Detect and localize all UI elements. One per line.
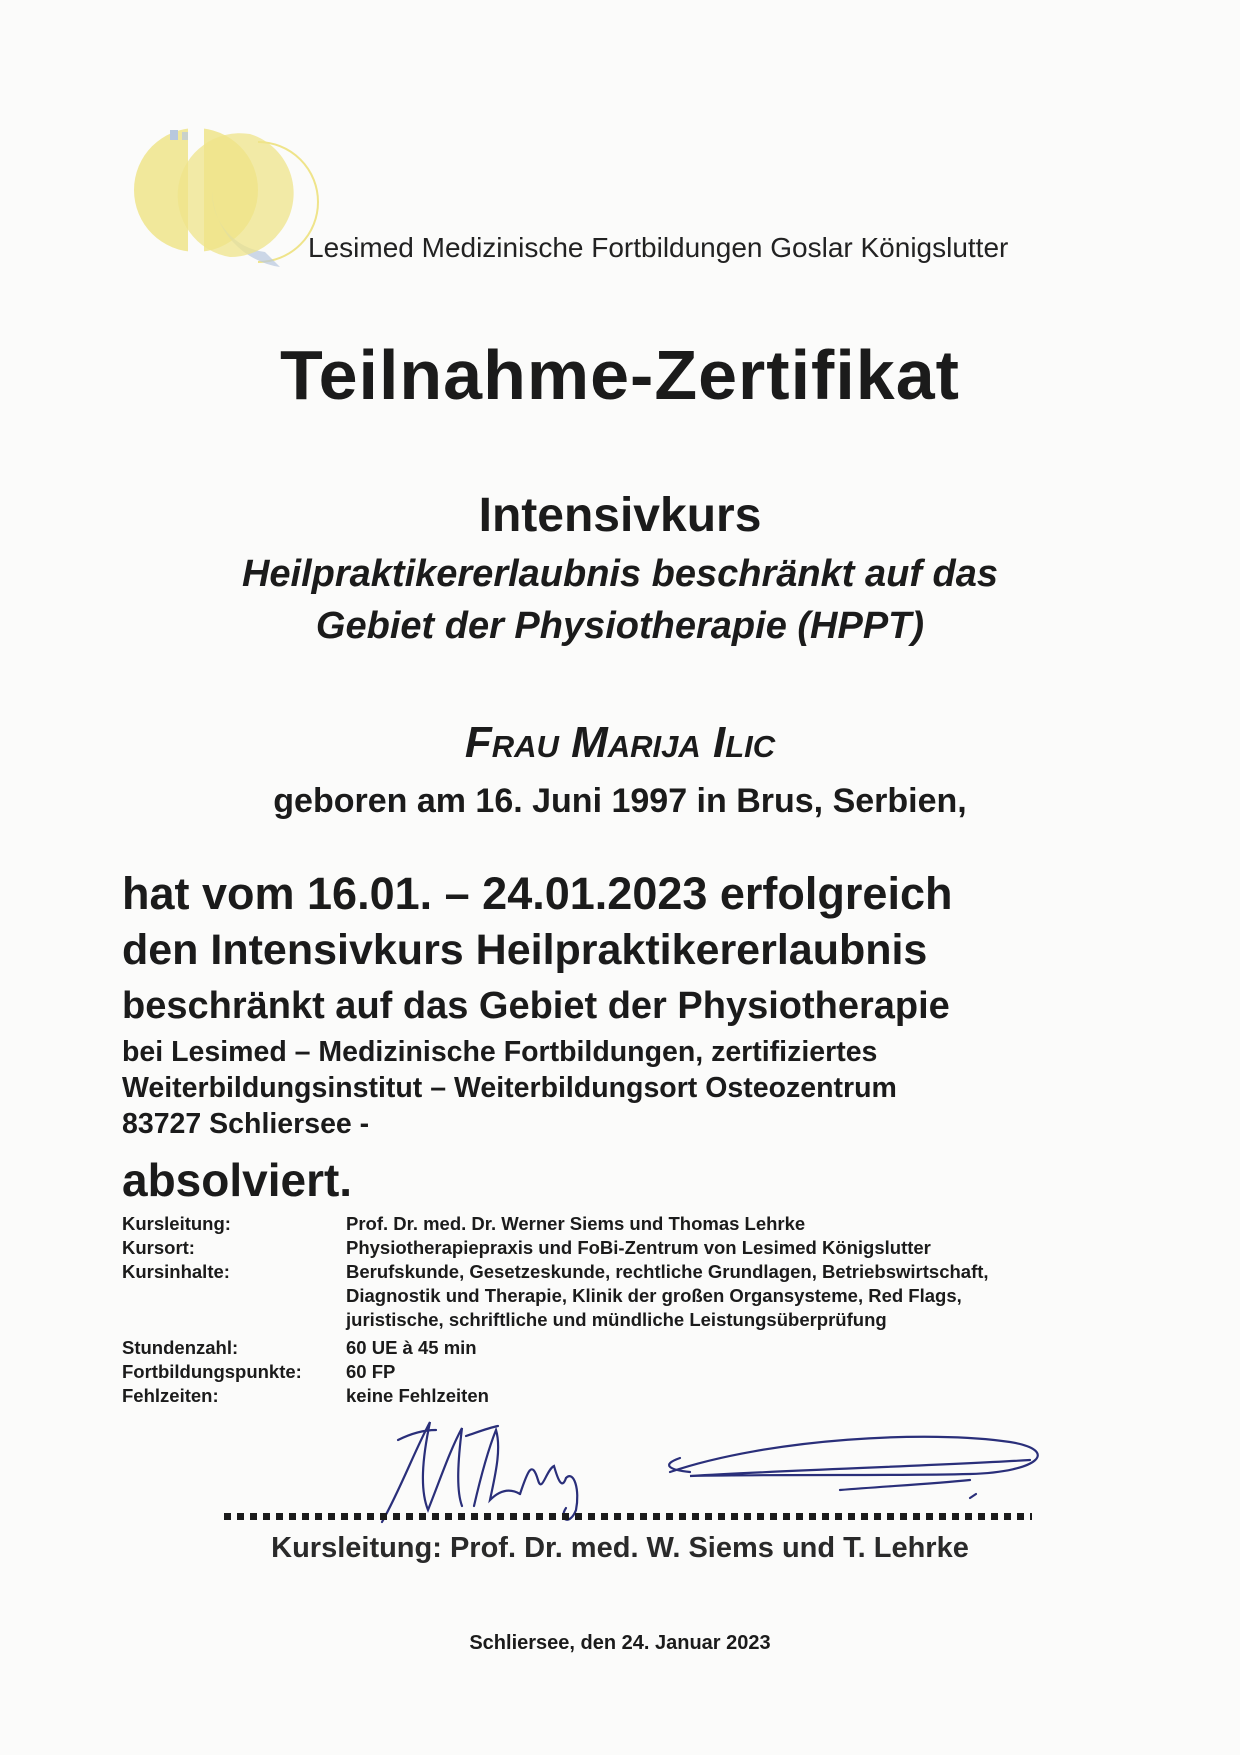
course-subtitle-line2: Gebiet der Physiotherapie (HPPT) [315, 605, 925, 647]
detail-row-stundenzahl [122, 1336, 1106, 1360]
detail-label: Fortbildungspunkte: [122, 1361, 302, 1382]
body-line-3: beschränkt auf das Gebiet der Physiotherapie [122, 985, 950, 1027]
detail-label: Stundenzahl: [122, 1337, 239, 1358]
signature-dotted-line [222, 1510, 1032, 1524]
participant-birth: geboren am 16. Juni 1997 in Brus, Serbien, [273, 782, 967, 820]
detail-row-fehlzeiten [122, 1384, 1106, 1408]
detail-row-fortbildungspunkte [122, 1360, 1106, 1384]
detail-label: Kursleitung: [122, 1213, 231, 1234]
course-type: Intensivkurs [478, 489, 762, 542]
detail-label: Fehlzeiten: [122, 1385, 219, 1406]
absolved-text: absolviert. [122, 1154, 353, 1206]
participant-name: Frau Marija Ilic [464, 718, 776, 767]
detail-value: Physiotherapiepraxis und FoBi-Zentrum von Lesimed Königslutter [346, 1237, 931, 1258]
organization-name: Lesimed Medizinische Fortbildungen Goslar Königslutter [308, 232, 1009, 263]
body-line-5: Weiterbildungsinstitut – Weiterbildungsort Osteozentrum [122, 1072, 897, 1104]
certificate-title: Teilnahme-Zertifikat [280, 336, 960, 414]
body-line-1: hat vom 16.01. – 24.01.2023 erfolgreich [122, 868, 953, 919]
detail-value: Diagnostik und Therapie, Klinik der großen Organsysteme, Red Flags, [346, 1285, 962, 1306]
detail-label: Kursinhalte: [122, 1261, 230, 1282]
course-details [122, 1212, 1106, 1408]
detail-row-kursleitung [122, 1212, 1106, 1236]
detail-value: 60 UE à 45 min [346, 1337, 477, 1358]
detail-row-kursort [122, 1236, 1106, 1260]
detail-value: Prof. Dr. med. Dr. Werner Siems und Thomas Lehrke [346, 1213, 806, 1234]
body-line-6: 83727 Schliersee - [122, 1108, 370, 1140]
detail-label: Kursort: [122, 1237, 195, 1258]
detail-value: 60 FP [346, 1361, 396, 1382]
body-line-4: bei Lesimed – Medizinische Fortbildungen, zertifiziertes [122, 1036, 878, 1068]
lesimed-logo [130, 112, 320, 277]
course-subtitle-line1: Heilpraktikererlaubnis beschränkt auf das [241, 553, 999, 595]
detail-value: Berufskunde, Gesetzeskunde, rechtliche Grundlagen, Betriebswirtschaft, [346, 1261, 989, 1282]
detail-value: keine Fehlzeiten [346, 1385, 489, 1406]
detail-row-kursinhalte-cont [122, 1284, 1106, 1308]
signer-line: Kursleitung: Prof. Dr. med. W. Siems und T. Lehrke [271, 1532, 969, 1564]
detail-row-kursinhalte [122, 1260, 1106, 1284]
detail-row-kursinhalte-cont [122, 1308, 1106, 1332]
detail-value: juristische, schriftliche und mündliche Leistungsüberprüfung [346, 1309, 887, 1330]
place-date: Schliersee, den 24. Januar 2023 [469, 1632, 771, 1654]
body-line-2: den Intensivkurs Heilpraktikererlaubnis [122, 926, 928, 974]
